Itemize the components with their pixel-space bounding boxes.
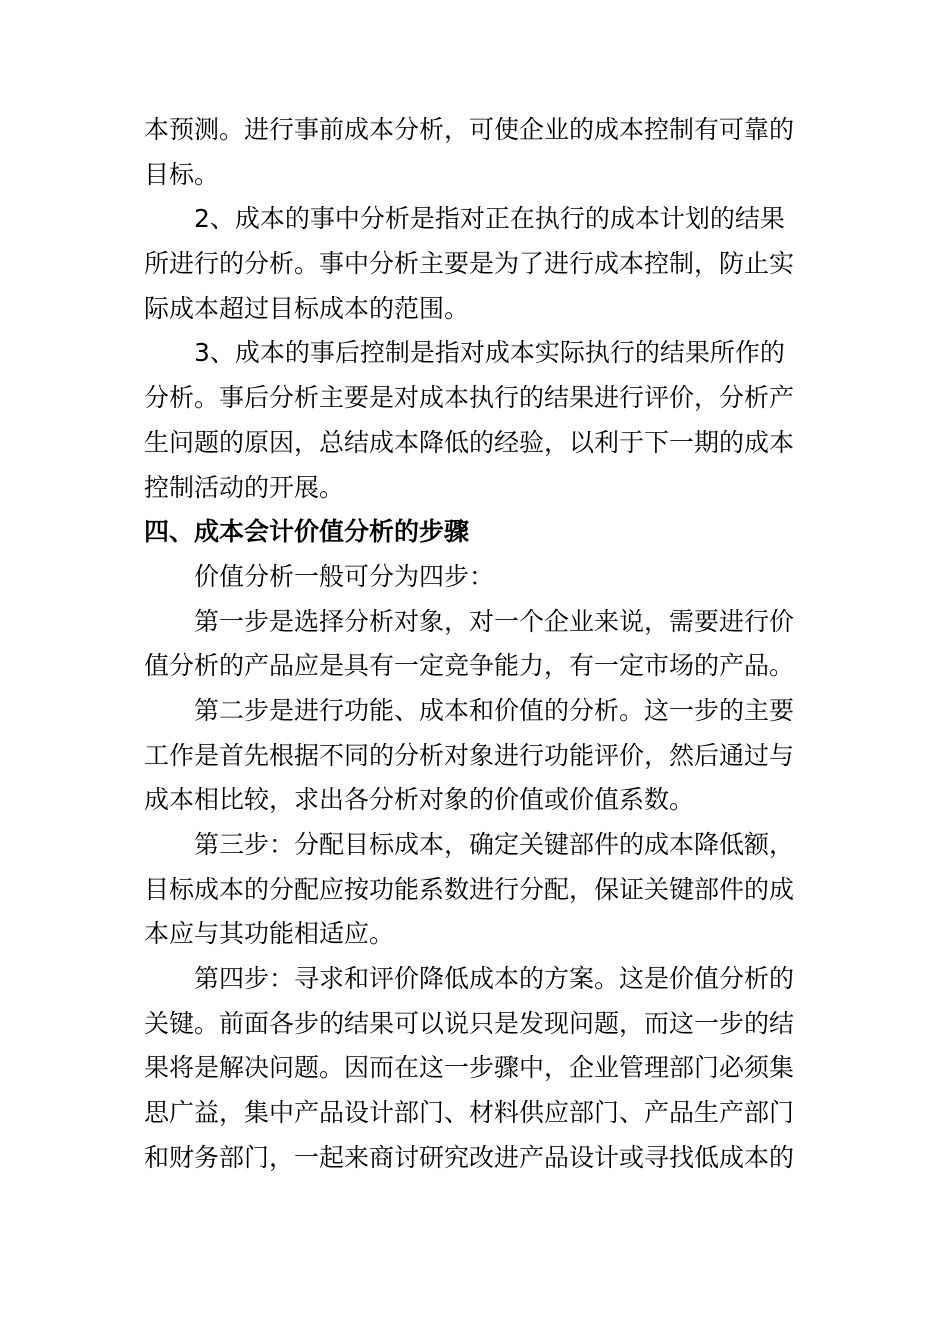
paragraph-line: 际成本超过目标成本的范围。: [144, 293, 470, 323]
paragraph-line: 控制活动的开展。: [144, 472, 345, 502]
paragraph-line: 2、成本的事中分析是指对正在执行的成本计划的结果: [194, 204, 785, 234]
paragraph-line: 和财务部门，一起来商讨研究改进产品设计或寻找低成本的: [144, 1142, 795, 1172]
paragraph-line: 第一步是选择分析对象，对一个企业来说，需要进行价: [194, 606, 795, 636]
paragraph-line: 目标。: [144, 159, 220, 189]
paragraph-line: 价值分析一般可分为四步：: [194, 561, 495, 591]
paragraph-line: 值分析的产品应是具有一定竞争能力，有一定市场的产品。: [144, 651, 795, 681]
paragraph-line: 果将是解决问题。因而在这一步骤中，企业管理部门必须集: [144, 1053, 795, 1083]
section-heading: 四、成本会计价值分析的步骤: [144, 517, 470, 547]
paragraph-line: 分析。事后分析主要是对成本执行的结果进行评价，分析产: [144, 383, 795, 413]
paragraph-line: 关键。前面各步的结果可以说只是发现问题，而这一步的结: [144, 1008, 795, 1038]
paragraph-line: 3、成本的事后控制是指对成本实际执行的结果所作的: [194, 338, 785, 368]
document-body: [144, 108, 820, 1181]
paragraph-line: 所进行的分析。事中分析主要是为了进行成本控制，防止实: [144, 249, 795, 279]
paragraph-line: 生问题的原因，总结成本降低的经验，以利于下一期的成本: [144, 427, 795, 457]
paragraph-line: 工作是首先根据不同的分析对象进行功能评价，然后通过与: [144, 740, 795, 770]
paragraph-line: 第三步：分配目标成本，确定关键部件的成本降低额，: [194, 830, 795, 859]
paragraph-line: 第二步是进行功能、成本和价值的分析。这一步的主要: [194, 695, 795, 725]
paragraph-line: 本应与其功能相适应。: [144, 919, 395, 949]
paragraph-line: 本预测。进行事前成本分析，可使企业的成本控制有可靠的: [144, 115, 795, 144]
paragraph-line: 目标成本的分配应按功能系数进行分配，保证关键部件的成: [144, 874, 795, 904]
paragraph-line: 成本相比较，求出各分析对象的价值或价值系数。: [144, 785, 695, 815]
paragraph-line: 第四步：寻求和评价降低成本的方案。这是价值分析的: [194, 964, 795, 994]
paragraph-line: 思广益，集中产品设计部门、材料供应部门、产品生产部门: [144, 1098, 795, 1128]
